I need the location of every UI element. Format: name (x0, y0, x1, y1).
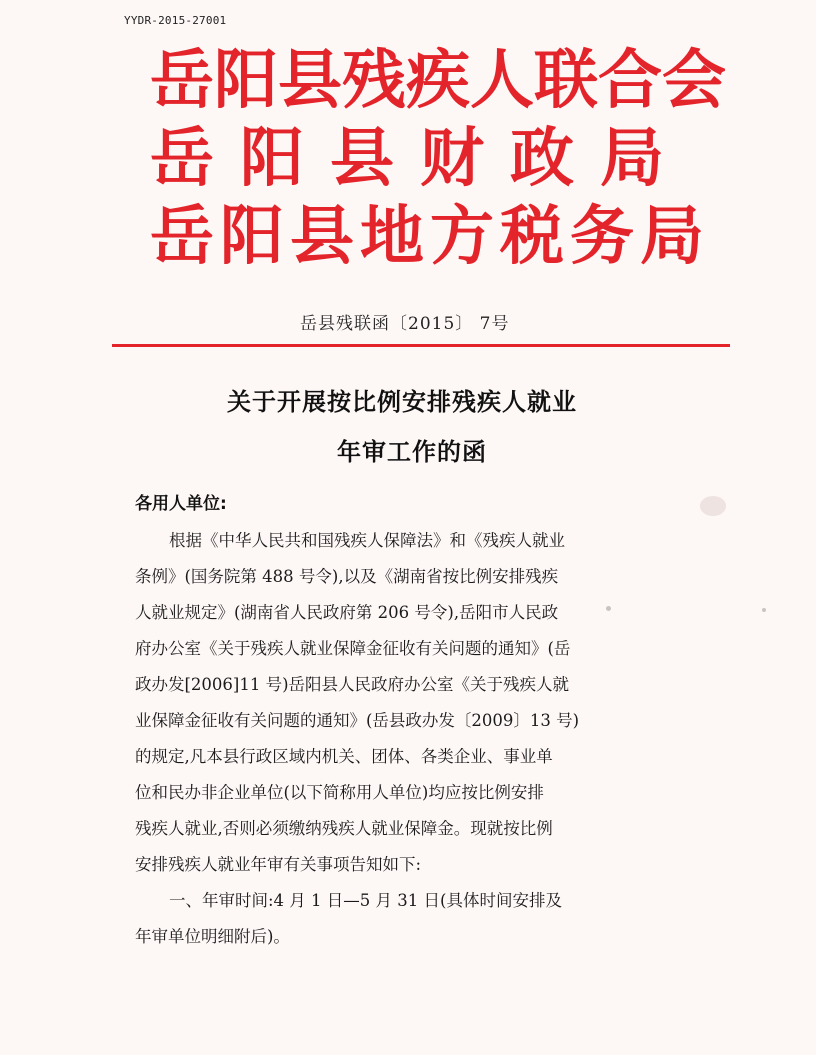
body-line: 业保障金征收有关问题的通知》(岳县政办发〔2009〕13 号) (135, 711, 580, 730)
body-line: 根据《中华人民共和国残疾人保障法》和《残疾人就业 (169, 531, 565, 550)
body-line: 的规定,凡本县行政区域内机关、团体、各类企业、事业单 (135, 747, 553, 766)
issuer-header (150, 42, 726, 276)
body-line: 年审单位明细附后)。 (135, 927, 290, 946)
document-title-line-1: 关于开展按比例安排残疾人就业 (227, 388, 577, 416)
issuer-local-tax-bureau: 岳阳县地方税务局 (150, 199, 710, 274)
document-number: 岳县残联函〔2015〕 7号 (300, 314, 510, 334)
red-separator-line (112, 344, 730, 347)
body-line: 人就业规定》(湖南省人民政府第 206 号令),岳阳市人民政 (135, 603, 559, 622)
paper-stain (700, 496, 726, 516)
issuer-finance-bureau: 岳阳县财政局 (150, 121, 690, 196)
paper-speck (606, 606, 611, 611)
body-line: 一、年审时间:4 月 1 日—5 月 31 日(具体时间安排及 (169, 891, 562, 910)
body-line: 残疾人就业,否则必须缴纳残疾人就业保障金。现就按比例 (135, 819, 553, 838)
paper-speck (762, 608, 766, 612)
body-line: 条例》(国务院第 488 号令),以及《湖南省按比例安排残疾 (135, 567, 559, 586)
body-line: 安排残疾人就业年审有关事项告知如下: (135, 855, 422, 874)
body-line: 位和民办非企业单位(以下简称用人单位)均应按比例安排 (135, 783, 544, 802)
body-line: 府办公室《关于残疾人就业保障金征收有关问题的通知》(岳 (135, 639, 571, 658)
salutation: 各用人单位: (135, 494, 227, 514)
document-code: YYDR-2015-27001 (124, 14, 227, 27)
issuer-disabled-federation: 岳阳县残疾人联合会 (150, 43, 726, 118)
body-line: 政办发[2006]11 号)岳阳县人民政府办公室《关于残疾人就 (135, 675, 570, 694)
document-title-line-2: 年审工作的函 (337, 438, 487, 466)
